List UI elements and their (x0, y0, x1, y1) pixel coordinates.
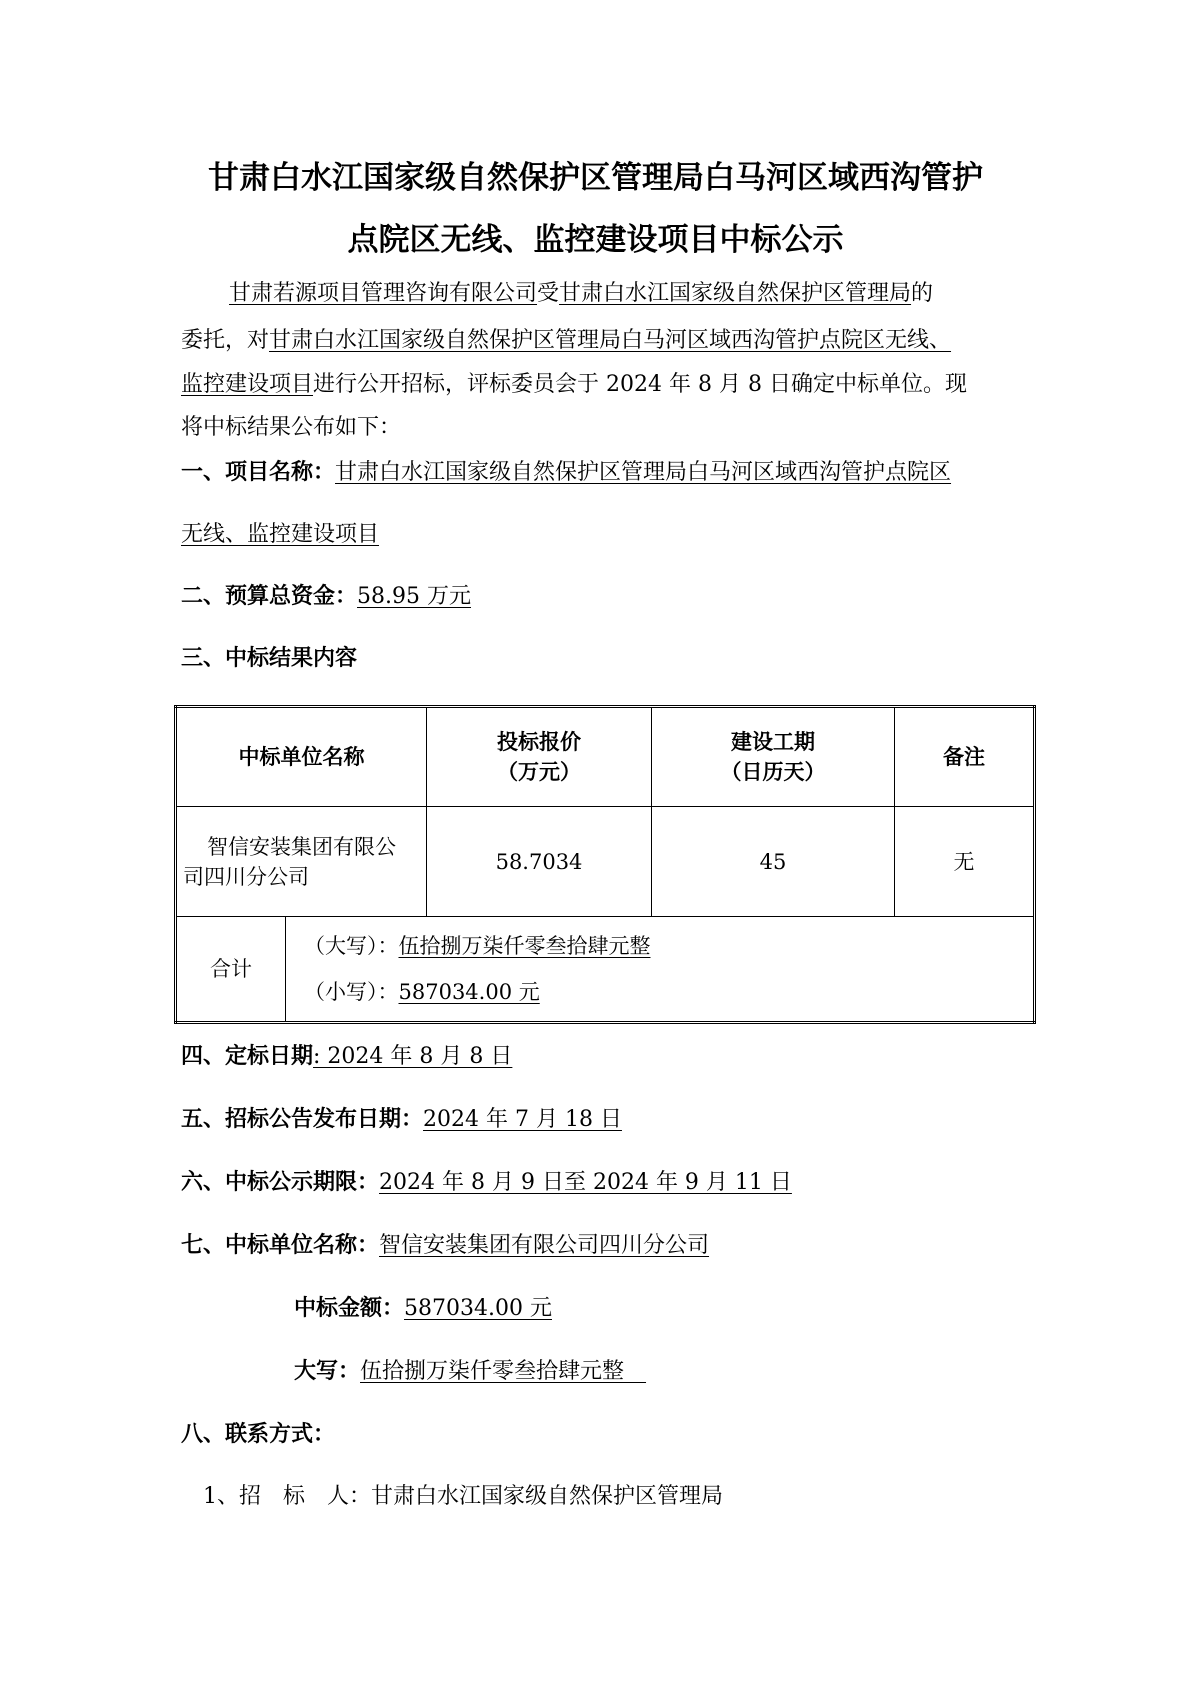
table-header-row (176, 707, 1035, 807)
award-amount (294, 1294, 552, 1324)
total-small-label: （小写）： (304, 980, 399, 1004)
publicity-period: 2024 年 8 月 9 日至 2024 年 9 月 11 日 (379, 1170, 792, 1195)
total-values (286, 917, 651, 1021)
header-note: 备注 (895, 707, 1035, 807)
total-label: 合计 (177, 917, 286, 1021)
award-date: : 2024 年 8 月 8 日 (313, 1044, 513, 1069)
section-1-value: 甘肃白水江国家级自然保护区管理局白马河区域西沟管护点院区 (335, 460, 952, 485)
intro-text: 受 (537, 281, 560, 306)
table-row (176, 807, 1035, 917)
section-2-label: 二、预算总资金： (181, 584, 358, 609)
intro-line-1 (229, 279, 933, 309)
section-1 (181, 458, 951, 488)
intro-line-3 (181, 370, 967, 400)
total-big-value: 伍拾捌万柒仟零叁拾肆元整 (398, 934, 651, 958)
intro-text: 进行公开招标，评标委员会于 2024 年 8 月 8 日确定中标单位。现 (313, 372, 967, 397)
table-total-row (176, 917, 1035, 1023)
section-7 (181, 1231, 709, 1261)
intro-text: 的 (911, 281, 934, 306)
client-name: 甘肃白水江国家级自然保护区管理局 (559, 281, 912, 306)
budget-value: 58.95 万元 (357, 584, 471, 609)
header-company: 中标单位名称 (176, 707, 427, 807)
section-1-cont (181, 520, 379, 550)
project-name-inline-cont: 监控建设项目 (181, 372, 314, 397)
section-1-value-cont: 无线、监控建设项目 (181, 522, 380, 547)
section-1-label: 一、项目名称： (181, 460, 336, 485)
award-words-value: 伍拾捌万柒仟零叁拾肆元整 (360, 1359, 647, 1384)
section-5 (181, 1105, 622, 1135)
cell-days: 45 (652, 807, 895, 917)
section-6-label: 六、中标公示期限： (181, 1170, 380, 1195)
section-3-label: 三、中标结果内容 (181, 646, 358, 671)
section-7-label: 七、中标单位名称： (181, 1233, 380, 1258)
total-small-value: 587034.00 元 (398, 980, 540, 1004)
title-line-2: 点院区无线、监控建设项目中标公示 (347, 222, 844, 258)
header-period: 建设工期 （日历天） (652, 707, 895, 807)
section-4-label: 四、定标日期 (181, 1044, 314, 1069)
section-4 (181, 1042, 512, 1072)
result-table (174, 705, 1036, 1024)
contact-1: 1、招 标 人：甘肃白水江国家级自然保护区管理局 (203, 1484, 723, 1509)
agent-name: 甘肃若源项目管理咨询有限公司 (229, 281, 538, 306)
cell-note: 无 (895, 807, 1035, 917)
intro-line-4: 将中标结果公布如下： (181, 415, 402, 440)
section-6 (181, 1168, 792, 1198)
announce-date: 2024 年 7 月 18 日 (423, 1107, 622, 1132)
cell-company: 智信安装集团有限公 司四川分公司 (176, 807, 427, 917)
section-8-label: 八、联系方式： (181, 1422, 336, 1447)
title-line-1: 甘肃白水江国家级自然保护区管理局白马河区域西沟管护 (208, 160, 983, 196)
intro-text: 委托，对 (181, 328, 270, 353)
header-price: 投标报价 （万元） (427, 707, 652, 807)
project-name-inline: 甘肃白水江国家级自然保护区管理局白马河区域西沟管护点院区无线、 (269, 328, 952, 353)
award-amount-label: 中标金额： (294, 1296, 405, 1321)
award-amount-words (294, 1357, 646, 1387)
winner-name: 智信安装集团有限公司四川分公司 (379, 1233, 710, 1258)
total-container (176, 917, 1035, 1023)
total-big-label: （大写）： (304, 934, 399, 958)
section-5-label: 五、招标公告发布日期： (181, 1107, 424, 1132)
award-amount-value: 587034.00 元 (404, 1296, 552, 1321)
section-2 (181, 582, 471, 612)
cell-price: 58.7034 (427, 807, 652, 917)
award-words-label: 大写： (294, 1359, 361, 1384)
intro-line-2 (181, 326, 951, 356)
